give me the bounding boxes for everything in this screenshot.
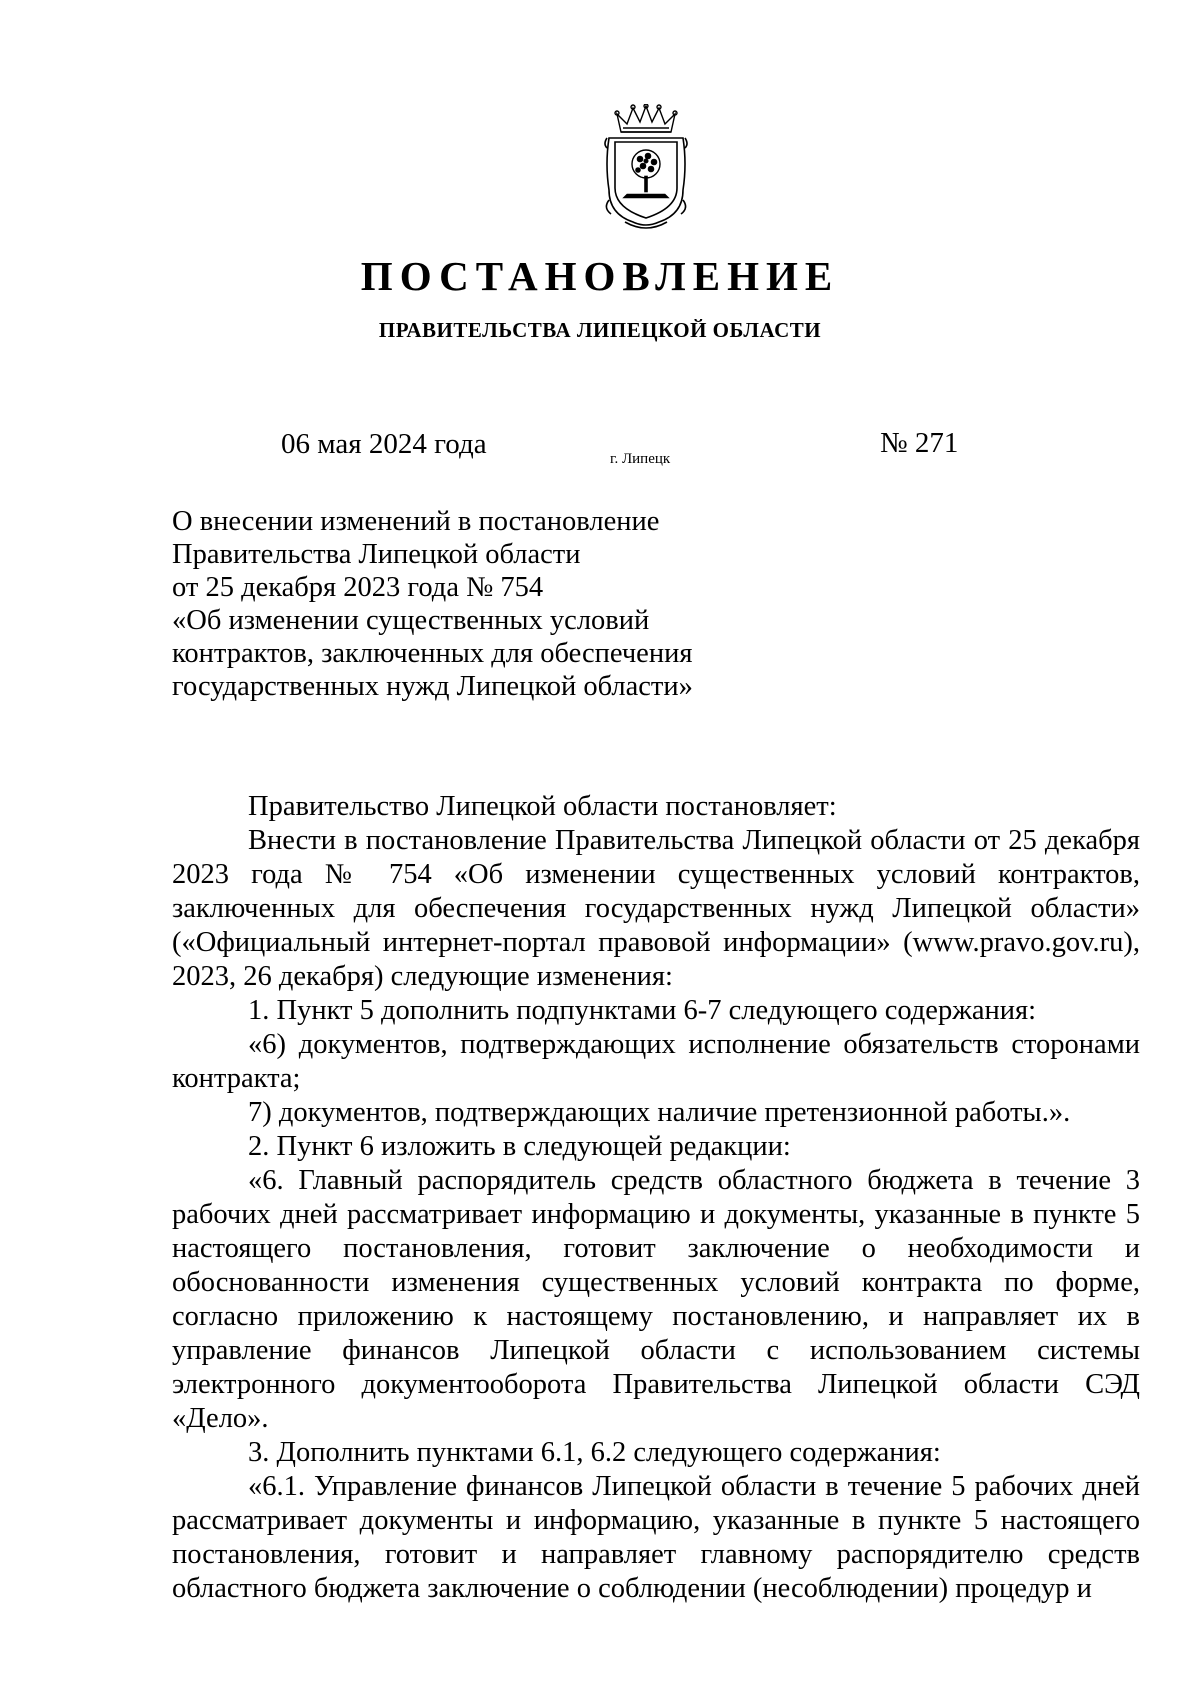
heading-line: государственных нужд Липецкой области» bbox=[172, 671, 693, 702]
document-number: № 271 bbox=[880, 427, 959, 459]
heading-line: контрактов, заключенных для обеспечения bbox=[172, 638, 693, 669]
body-paragraph: «6) документов, подтверждающих исполнение обязательств сторонами контракта; bbox=[172, 1029, 1140, 1094]
document-date: 06 мая 2024 года bbox=[281, 428, 487, 460]
body-paragraph: 7) документов, подтверждающих наличие претензионной работы.». bbox=[248, 1097, 1071, 1128]
coat-of-arms-emblem bbox=[603, 104, 689, 234]
body-paragraph: 1. Пункт 5 дополнить подпунктами 6-7 следующего содержания: bbox=[248, 995, 1037, 1026]
heading-line: «Об изменении существенных условий bbox=[172, 605, 650, 636]
document-city: г. Липецк bbox=[610, 451, 671, 467]
document-subtitle: ПРАВИТЕЛЬСТВА ЛИПЕЦКОЙ ОБЛАСТИ bbox=[378, 318, 822, 342]
body-paragraph: «6. Главный распорядитель средств областного бюджета в течение 3 рабочих дней рассматривает информацию и документы, указанные в пункте 5 настоящего постановления, готовит заключение о необходимости и обоснованности изменения существенных условий контракта по форме, согласно приложению к настоящему постановлению, и направляет их в управление финансов Липецкой области с использованием системы электронного документооборота Правительства Липецкой области СЭД «Дело». bbox=[172, 1165, 1140, 1434]
body-paragraph: Правительство Липецкой области постановляет: bbox=[248, 791, 837, 822]
body-paragraph: 2. Пункт 6 изложить в следующей редакции: bbox=[248, 1131, 791, 1162]
heading-line: О внесении изменений в постановление bbox=[172, 506, 660, 537]
body-paragraph: 3. Дополнить пунктами 6.1, 6.2 следующего содержания: bbox=[248, 1437, 941, 1468]
heading-line: от 25 декабря 2023 года № 754 bbox=[172, 572, 544, 603]
body-paragraph: «6.1. Управление финансов Липецкой области в течение 5 рабочих дней рассматривает документы и информацию, указанные в пункте 5 настоящего постановления, готовит и направляет главному распорядителю средств областного бюджета заключение о соблюдении (несоблюдении) процедур и bbox=[172, 1471, 1140, 1604]
document-heading bbox=[172, 505, 732, 703]
heading-line: Правительства Липецкой области bbox=[172, 539, 581, 570]
document-title: ПОСТАНОВЛЕНИЕ bbox=[360, 253, 840, 299]
body-paragraph: Внести в постановление Правительства Липецкой области от 25 декабря 2023 года № 754 «Об изменении существенных условий контрактов, заключенных для обеспечения государственных нужд Липецкой области» («Официальный интернет-портал правовой информации» (www.pravo.gov.ru), 2023, 26 декабря) следующие изменения: bbox=[172, 825, 1140, 992]
document-body bbox=[172, 790, 1140, 1606]
